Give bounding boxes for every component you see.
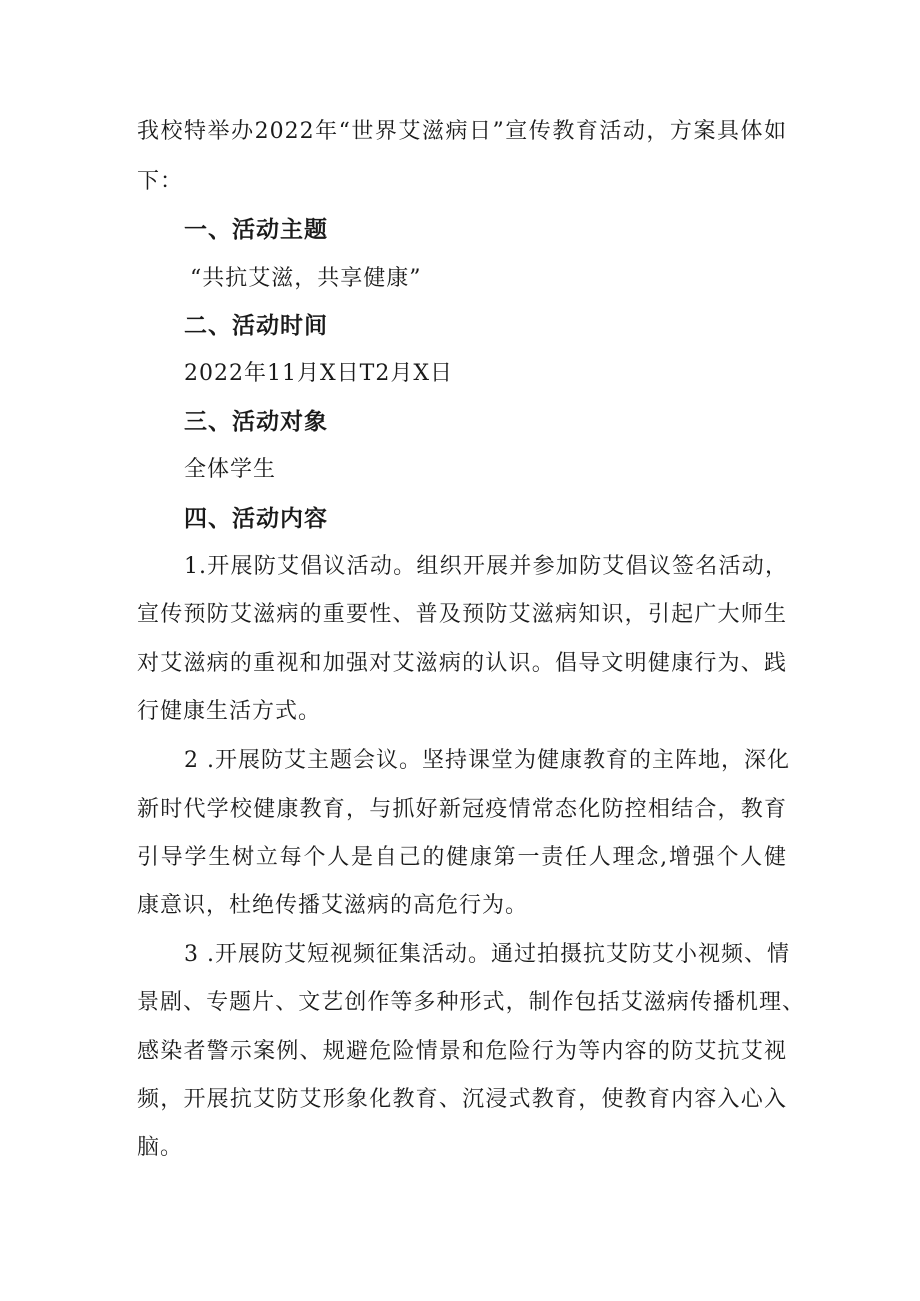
content-item-2-line-2: 新时代学校健康教育，与抓好新冠疫情常态化防控相结合，教育 bbox=[137, 797, 787, 822]
content-item-3-line-3: 感染者警示案例、规避危险情景和危险行为等内容的防艾抗艾视 bbox=[137, 1039, 787, 1064]
content-item-2-line-3: 引导学生树立每个人是自己的健康第一责任人理念,增强个人健 bbox=[137, 845, 787, 870]
section-heading-content: 四、活动内容 bbox=[184, 506, 328, 532]
content-item-3-line-2: 景剧、专题片、文艺创作等多种形式，制作包括艾滋病传播机理、 bbox=[137, 990, 805, 1015]
content-item-3-line-4: 频，开展抗艾防艾形象化教育、沉浸式教育，使教育内容入心入 bbox=[137, 1087, 787, 1112]
content-item-3-line-5: 脑。 bbox=[137, 1135, 184, 1160]
content-item-1-line-2: 宣传预防艾滋病的重要性、普及预防艾滋病知识，引起广大师生 bbox=[137, 602, 787, 627]
intro-line-1: 我校特举办2022年“世界艾滋病日”宣传教育活动，方案具体如 bbox=[137, 119, 787, 144]
section-body-time: 2022年11月X日T2月X日 bbox=[184, 361, 453, 386]
content-item-3-line-1: 3 .开展防艾短视频征集活动。通过拍摄抗艾防艾小视频、情 bbox=[184, 942, 790, 967]
section-heading-theme: 一、活动主题 bbox=[184, 217, 328, 243]
content-item-1-line-1: 1.开展防艾倡议活动。组织开展并参加防艾倡议签名活动， bbox=[184, 554, 788, 579]
section-body-theme: “共抗艾滋，共享健康” bbox=[190, 266, 422, 291]
section-heading-audience: 三、活动对象 bbox=[184, 409, 328, 435]
intro-line-2: 下： bbox=[137, 169, 184, 194]
section-heading-time: 二、活动时间 bbox=[184, 313, 328, 339]
content-item-2-line-4: 康意识，杜绝传播艾滋病的高危行为。 bbox=[137, 893, 529, 918]
content-item-2-line-1: 2 .开展防艾主题会议。坚持课堂为健康教育的主阵地，深化 bbox=[184, 748, 790, 773]
content-item-1-line-3: 对艾滋病的重视和加强对艾滋病的认识。倡导文明健康行为、践 bbox=[137, 651, 787, 676]
section-body-audience: 全体学生 bbox=[184, 457, 277, 482]
content-item-1-line-4: 行健康生活方式。 bbox=[137, 699, 322, 724]
